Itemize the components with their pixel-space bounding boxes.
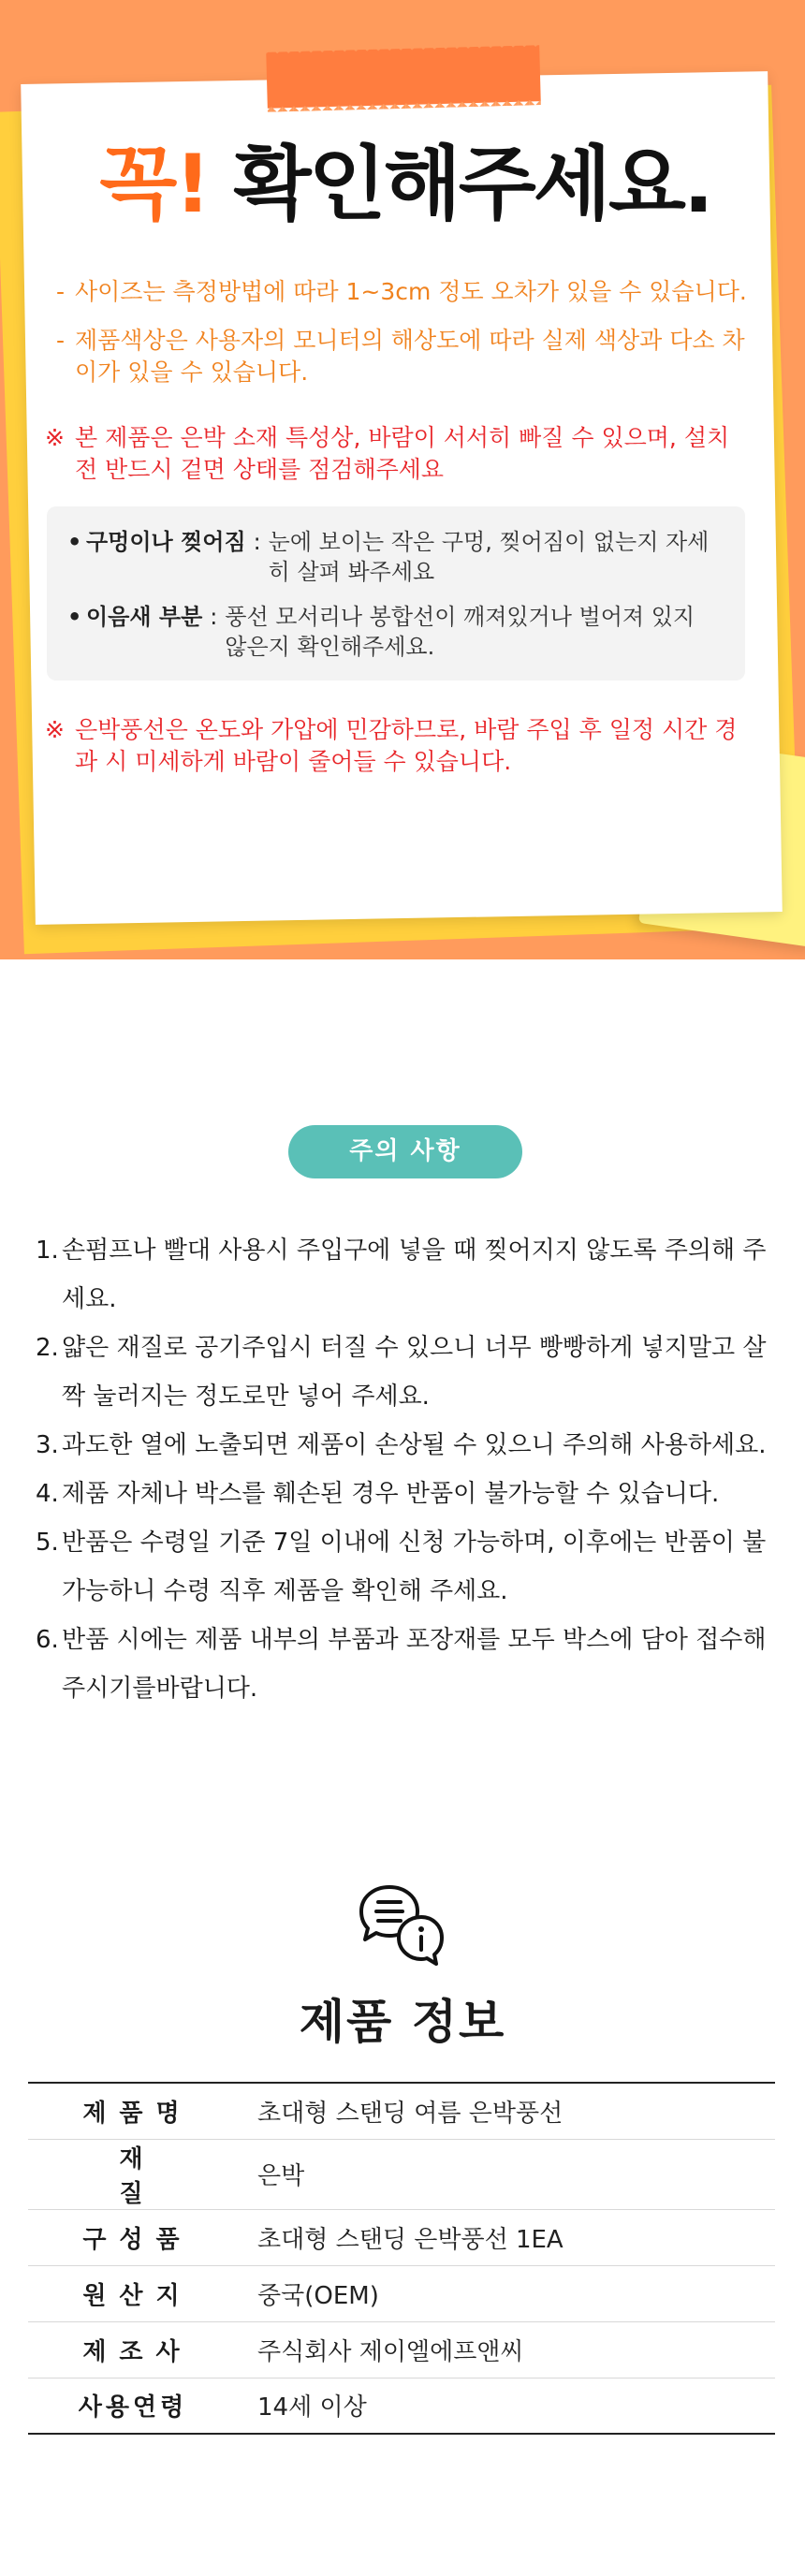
table-row [28, 2321, 775, 2378]
table-row [28, 2139, 775, 2209]
table-row [28, 2083, 775, 2139]
item-number: 1. [36, 1237, 59, 1265]
check-label: 이음새 부분 [86, 603, 203, 630]
row-value: 초대형 스탠딩 여름 은박풍선 [257, 2099, 564, 2128]
item-number: 2. [36, 1334, 59, 1362]
color-note-text: 제품색상은 사용자의 모니터의 해상도에 따라 실제 색상과 다소 차이가 있을 수 있습니다. [75, 326, 745, 386]
list-item [36, 1470, 784, 1518]
notice-title-accent: 꼭! [99, 138, 209, 231]
item-text: 손펌프나 빨대 사용시 주입구에 넣을 때 찢어지지 않도록 주의해 주세요. [62, 1237, 767, 1313]
tape-strip [266, 45, 540, 109]
item-number: 3. [36, 1431, 59, 1459]
item-text: 과도한 열에 노출되면 제품이 손상될 수 있으니 주의해 사용하세요. [62, 1431, 767, 1459]
item-number: 6. [36, 1626, 59, 1654]
product-info-section [0, 1797, 805, 2576]
check-desc: 눈에 보이는 작은 구멍, 찢어짐이 없는지 자세히 살펴 봐주세요 [268, 528, 710, 585]
row-label: 제조사 [82, 2337, 193, 2366]
row-value: 초대형 스탠딩 은박풍선 1EA [257, 2225, 564, 2254]
foil-warning [45, 422, 766, 486]
notice-section [0, 0, 805, 959]
list-item [36, 1518, 784, 1616]
check-desc: 풍선 모서리나 봉합선이 깨져있거나 벌어져 있지 않은지 확인해주세요. [225, 603, 695, 660]
product-info-table [28, 2082, 775, 2435]
reference-mark: ※ [45, 423, 65, 451]
dash-mark: - [56, 326, 66, 354]
row-value: 14세 이상 [257, 2393, 367, 2422]
row-label: 사용연령 [78, 2393, 188, 2422]
item-text: 반품 시에는 제품 내부의 부품과 포장재를 모두 박스에 담아 접수해 주시기를바랍니다. [62, 1626, 767, 1703]
row-label: 구성품 [82, 2225, 193, 2254]
table-row [28, 2378, 775, 2434]
notice-content [45, 140, 766, 778]
foil-warning-text: 본 제품은 은박 소재 특성상, 바람이 서서히 빠질 수 있으며, 설치 전 반드시 겉면 상태를 점검해주세요 [75, 423, 730, 483]
notice-title [45, 140, 766, 229]
bullet-mark: • [67, 528, 82, 555]
reference-mark: ※ [45, 715, 65, 743]
list-item [36, 1421, 784, 1470]
item-text: 얇은 재질로 공기주입시 터질 수 있으니 너무 빵빵하게 넣지말고 살짝 눌러지는 정도로만 넣어 주세요. [62, 1334, 767, 1411]
check-item-holes [67, 527, 723, 587]
notice-title-rest: 확인해주세요. [233, 138, 711, 231]
dash-mark: - [56, 277, 66, 305]
row-label: 제품명 [82, 2099, 193, 2128]
pressure-warning [45, 714, 766, 778]
bullet-mark: • [67, 603, 82, 630]
table-row [28, 2209, 775, 2265]
check-label: 구멍이나 찢어짐 [86, 528, 246, 555]
row-label: 원산지 [82, 2281, 193, 2310]
table-row [28, 2265, 775, 2321]
item-text: 제품 자체나 박스를 훼손된 경우 반품이 불가능할 수 있습니다. [62, 1480, 720, 1508]
speech-bubbles-info-icon [354, 1883, 447, 1968]
size-note-text: 사이즈는 측정방법에 따라 1~3cm 정도 오차가 있을 수 있습니다. [75, 277, 747, 305]
inspection-checklist [47, 506, 745, 681]
item-text: 반품은 수령일 기준 7일 이내에 신청 가능하며, 이후에는 반품이 불가능하니 수령 직후 제품을 확인해 주세요. [62, 1529, 767, 1605]
pressure-warning-text: 은박풍선은 온도와 가압에 민감하므로, 바람 주입 후 일정 시간 경과 시 미세하게 바람이 줄어들 수 있습니다. [75, 715, 738, 775]
row-value: 은박 [257, 2162, 305, 2190]
check-item-seams [67, 602, 723, 662]
row-value: 중국(OEM) [257, 2281, 379, 2310]
row-value: 주식회사 제이엘에프앤씨 [257, 2337, 524, 2366]
colon-mark: : [210, 603, 218, 630]
row-label: 재질 [119, 2144, 199, 2208]
item-number: 4. [36, 1480, 59, 1508]
list-item [36, 1616, 784, 1713]
list-item [36, 1226, 784, 1324]
caution-badge: 주의 사항 [288, 1125, 522, 1178]
caution-section [0, 959, 805, 1797]
color-note [45, 325, 766, 388]
size-note [45, 276, 766, 308]
item-number: 5. [36, 1529, 59, 1557]
colon-mark: : [253, 528, 261, 555]
caution-list [36, 1226, 784, 1713]
list-item [36, 1324, 784, 1421]
product-info-title: 제품 정보 [299, 1995, 506, 2049]
